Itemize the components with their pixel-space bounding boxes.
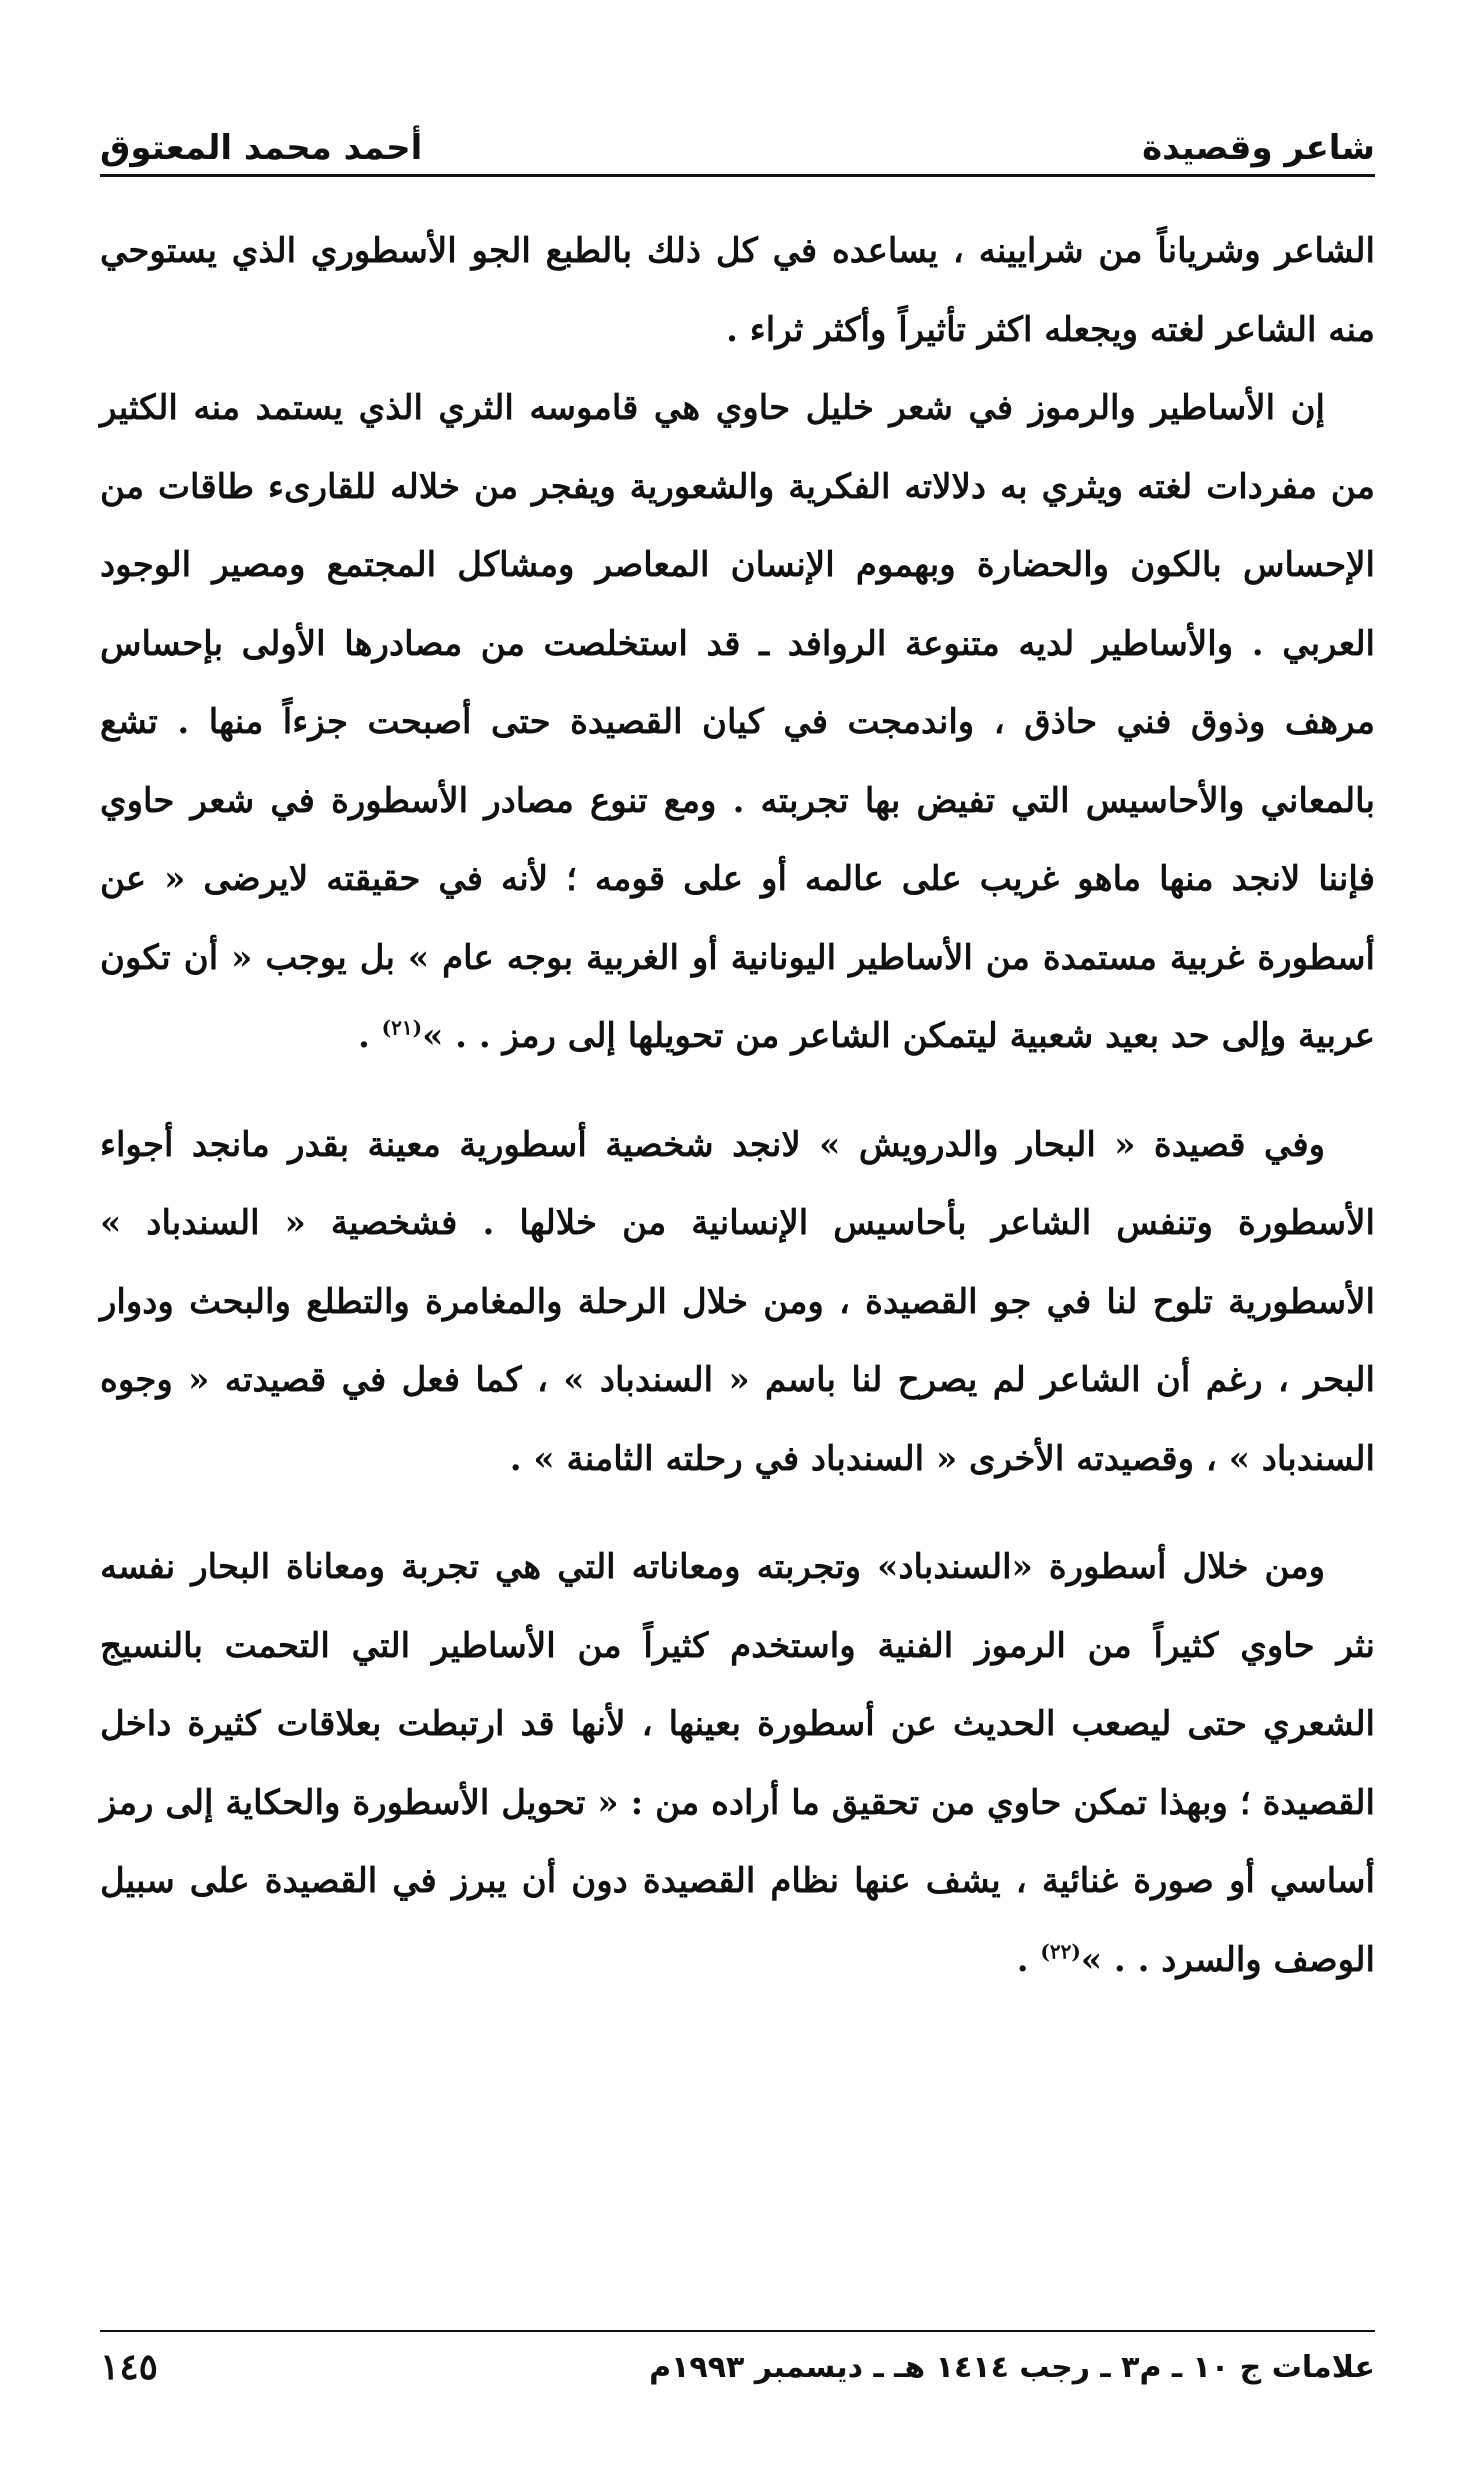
paragraph: وفي قصيدة « البحار والدرويش » لانجد شخصية أسطورية معينة بقدر مانجد أجواء الأسطورة وتنفس الشاعر بأحاسيس الإنسانية من خلالها . فشخصية « السندباد » الأسطورية تلوح لنا في جو القصيدة ، ومن خلال الرحلة والمغامرة والتطلع والبحث ودوار البحر ، رغم أن الشاعر لم يصرح لنا باسم « السندباد » ، كما فعل في قصيدته « وجوه السندباد » ، وقصيدته الأخرى « السندباد في رحلته الثامنة » . [100,1124,1375,1479]
footnote-reference: (٢٢) [1040,1939,1081,1964]
page-number: ١٤٥ [100,2346,159,2388]
section-title: شاعر وقصيدة [1142,128,1375,168]
author-name: أحمد محمد المعتوق [100,128,423,168]
footer-divider [100,2330,1375,2332]
journal-citation: علامات ج ١٠ ـ م٣ ـ رجب ١٤١٤ هـ ـ ديسمبر ١٩٩٣م [649,2349,1375,2385]
footnote-reference: (٢١) [381,1015,423,1040]
body-text [100,212,1375,1999]
paragraph: إن الأساطير والرموز في شعر خليل حاوي هي قاموسه الثري الذي يستمد منه الكثير من مفردات لغته ويثري به دلالاته الفكرية والشعورية ويفجر من خلاله للقارىء طاقات من الإحساس بالكون والحضارة وبهموم الإنسان المعاصر ومشاكل المجتمع ومصير الوجود العربي . والأساطير لديه متنوعة الروافد ـ قد استخلصت من مصادرها الأولى بإحساس مرهف وذوق فني حاذق ، واندمجت في كيان القصيدة حتى أصبحت جزءاً منها . تشع بالمعاني والأحاسيس التي تفيض بها تجربته . ومع تنوع مصادر الأسطورة في شعر حاوي فإننا لانجد منها ماهو غريب على عالمه أو على قومه ؛ لأنه في حقيقته لايرضى « عن أسطورة غربية مستمدة من الأساطير اليونانية أو الغربية بوجه عام » بل يوجب « أن تكون عربية وإلى حد بعيد شعبية ليتمكن الشاعر من تحويلها إلى رمز . . »$^{(٢١)}$ . [100,388,1375,1056]
header-divider [100,174,1375,177]
running-header [100,108,1375,168]
running-footer [100,2342,1375,2392]
paragraph: الشاعر وشرياناً من شرايينه ، يساعده في كل ذلك بالطبع الجو الأسطوري الذي يستوحي منه الشاعر لغته ويجعله اكثر تأثيراً وأكثر ثراء . [100,231,1375,350]
paragraph: ومن خلال أسطورة «السندباد» وتجربته ومعاناته التي هي تجربة ومعاناة البحار نفسه نثر حاوي كثيراً من الرموز الفنية واستخدم كثيراً من الأساطير التي التحمت بالنسيج الشعري حتى ليصعب الحديث عن أسطورة بعينها ، لأنها قد ارتبطت بعلاقات كثيرة داخل القصيدة ؛ وبهذا تمكن حاوي من تحقيق ما أراده من : « تحويل الأسطورة والحكاية إلى رمز أساسي أو صورة غنائية ، يشف عنها نظام القصيدة دون أن يبرز في القصيدة على سبيل الوصف والسرد . . »$^{(٢٢)}$ . [100,1547,1375,1980]
